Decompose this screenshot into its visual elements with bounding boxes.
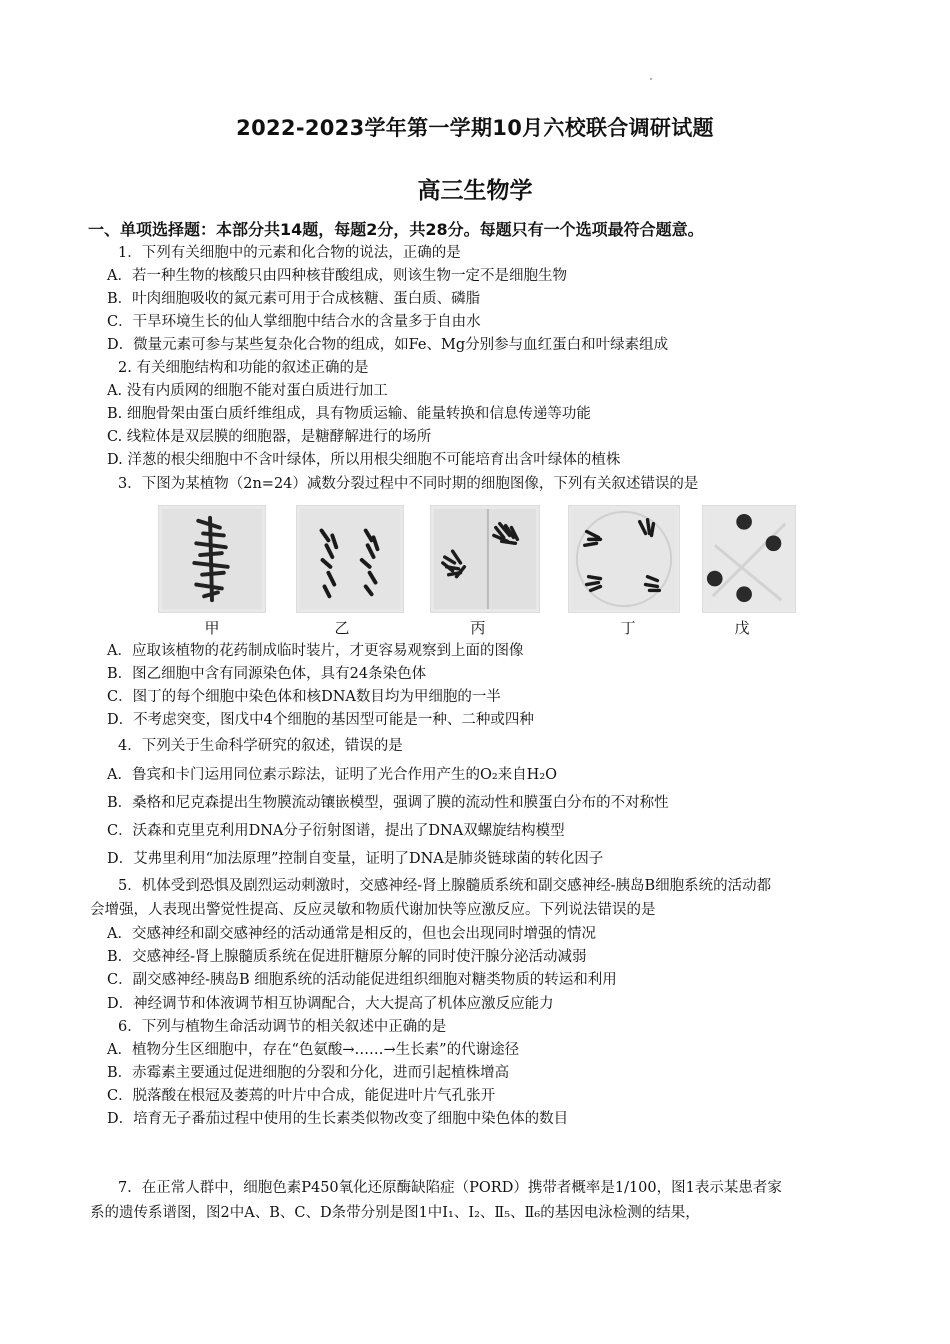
q5-stem-line1: 5．机体受到恐惧及剧烈运动刺激时，交感神经-肾上腺髓质系统和副交感神经-胰岛B细胞系统的活动都 — [118, 878, 772, 894]
figure-label-ding: 丁 — [620, 619, 636, 637]
q6-stem: 6．下列与植物生命活动调节的相关叙述中正确的是 — [118, 1019, 447, 1035]
cell-image-yi — [296, 505, 404, 613]
q1-stem: 1．下列有关细胞中的元素和化合物的说法，正确的是 — [118, 245, 461, 261]
figure-label-bing: 丙 — [470, 619, 486, 637]
q4-option-d: D．艾弗里利用“加法原理”控制自变量，证明了DNA是肺炎链球菌的转化因子 — [107, 851, 604, 867]
q7-stem-line2: 系的遗传系谱图，图2中A、B、C、D条带分别是图1中Ⅰ₁、Ⅰ₂、Ⅱ₅、Ⅱ₆的基因电泳检测的结果， — [90, 1205, 700, 1221]
q4-option-b: B．桑格和尼克森提出生物膜流动镶嵌模型，强调了膜的流动性和膜蛋白分布的不对称性 — [107, 795, 669, 811]
q6-option-a: A．植物分生区细胞中，存在“色氨酸→……→生长素”的代谢途径 — [107, 1042, 520, 1058]
cell-image-wu — [702, 505, 796, 613]
figure-label-wu: 戊 — [734, 619, 750, 637]
q6-option-b: B．赤霉素主要通过促进细胞的分裂和分化，进而引起植株增高 — [107, 1065, 510, 1081]
figure-label-jia: 甲 — [204, 619, 220, 637]
q4-option-a: A．鲁宾和卡门运用同位素示踪法，证明了光合作用产生的O₂来自H₂O — [107, 767, 558, 783]
q6-option-d: D．培育无子番茄过程中使用的生长素类似物改变了细胞中染色体的数目 — [107, 1111, 569, 1127]
q5-option-b: B．交感神经-肾上腺髓质系统在促进肝糖原分解的同时使汗腺分泌活动减弱 — [107, 949, 587, 965]
q3-stem: 3．下图为某植物（2n=24）减数分裂过程中不同时期的细胞图像，下列有关叙述错误的是 — [118, 476, 699, 492]
q2-option-b: B. 细胞骨架由蛋白质纤维组成，具有物质运输、能量转换和信息传递等功能 — [107, 406, 591, 422]
q1-option-a: A．若一种生物的核酸只由四种核苷酸组成，则该生物一定不是细胞生物 — [107, 268, 567, 284]
q3-option-a: A．应取该植物的花药制成临时装片，才更容易观察到上面的图像 — [107, 643, 524, 659]
q2-stem: 2. 有关细胞结构和功能的叙述正确的是 — [118, 360, 369, 376]
q6-option-c: C．脱落酸在根冠及萎蔫的叶片中合成，能促进叶片气孔张开 — [107, 1088, 496, 1104]
cell-image-jia — [158, 505, 266, 613]
q5-option-c: C．副交感神经-胰岛B 细胞系统的活动能促进组织细胞对糖类物质的转运和利用 — [107, 972, 617, 988]
q4-stem: 4．下列关于生命科学研究的叙述，错误的是 — [118, 738, 403, 754]
q1-option-d: D．微量元素可参与某些复杂化合物的组成，如Fe、Mg分别参与血红蛋白和叶绿素组成 — [107, 337, 669, 353]
q5-option-a: A．交感神经和副交感神经的活动通常是相反的，但也会出现同时增强的情况 — [107, 926, 596, 942]
q2-option-c: C. 线粒体是双层膜的细胞器，是糖酵解进行的场所 — [107, 429, 432, 445]
q4-option-c: C．沃森和克里克利用DNA分子衍射图谱，提出了DNA双螺旋结构模型 — [107, 823, 565, 839]
scan-speck — [650, 78, 652, 80]
exam-title: 2022-2023学年第一学期10月六校联合调研试题 — [236, 116, 714, 140]
q2-option-a: A. 没有内质网的细胞不能对蛋白质进行加工 — [107, 383, 388, 399]
q5-option-d: D．神经调节和体液调节相互协调配合，大大提高了机体应激反应能力 — [107, 996, 554, 1012]
q5-stem-line2: 会增强，人表现出警觉性提高、反应灵敏和物质代谢加快等应激反应。下列说法错误的是 — [90, 902, 656, 918]
q7-stem-line1: 7．在正常人群中，细胞色素P450氧化还原酶缺陷症（PORD）携带者概率是1/100，图1表示某患者家 — [118, 1180, 782, 1196]
section-heading: 一、单项选择题：本部分共14题，每题2分，共28分。每题只有一个选项最符合题意。 — [88, 220, 704, 239]
cell-image-ding — [568, 505, 680, 613]
q3-option-d: D．不考虑突变，图戊中4个细胞的基因型可能是一种、二种或四种 — [107, 712, 534, 728]
exam-subtitle: 高三生物学 — [417, 178, 533, 204]
q1-option-b: B．叶肉细胞吸收的氮元素可用于合成核糖、蛋白质、磷脂 — [107, 291, 481, 307]
cell-image-bing — [430, 505, 540, 613]
meiosis-figure — [158, 505, 798, 613]
q3-option-c: C．图丁的每个细胞中染色体和核DNA数目均为甲细胞的一半 — [107, 689, 501, 705]
q1-option-c: C．干旱环境生长的仙人掌细胞中结合水的含量多于自由水 — [107, 314, 481, 330]
q3-option-b: B．图乙细胞中含有同源染色体，具有24条染色体 — [107, 666, 427, 682]
q2-option-d: D. 洋葱的根尖细胞中不含叶绿体，所以用根尖细胞不可能培育出含叶绿体的植株 — [107, 452, 621, 468]
figure-label-yi: 乙 — [334, 619, 350, 637]
